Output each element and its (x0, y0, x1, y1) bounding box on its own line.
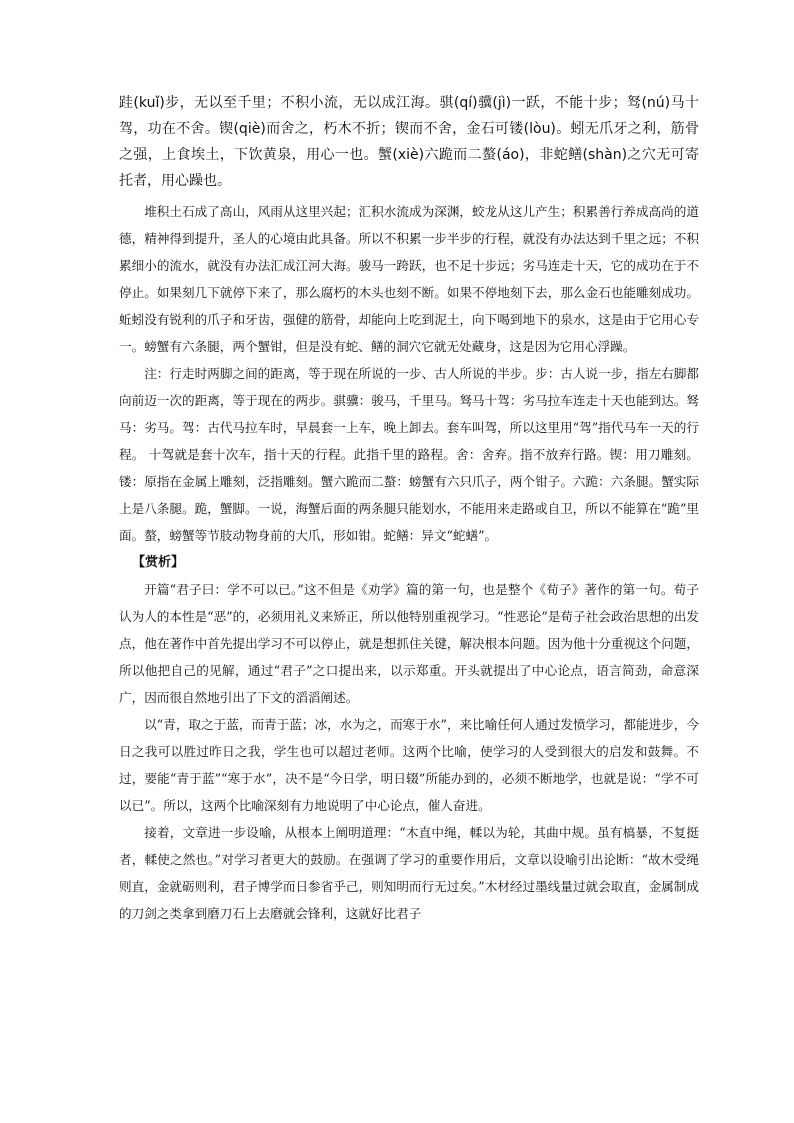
translation-paragraph: 堆积土石成了高山，风雨从这里兴起；汇积水流成为深渊，蛟龙从这儿产生；积累善行养成高尚的道德，精神得到提升，圣人的心境由此具备。所以不积累一步半步的行程，就没有办法达到千里之远；不积累细小的流水，就没有办法汇成江河大海。骏马一跨跃，也不足十步远；劣马连走十天，它的成功在于不停止。如果刻几下就停下来了，那么腐朽的木头也刻不断。如果不停地刻下去，那么金石也能雕刻成功。蚯蚓没有锐利的爪子和牙齿，强健的筋骨，却能向上吃到泥土，向下喝到地下的泉水，这是由于它用心专一。螃蟹有六条腿，两个蟹钳，但是没有蛇、鳝的洞穴它就无处藏身，这是因为它用心浮躁。 (119, 204, 699, 354)
analysis-heading: 【赏析】 (132, 555, 185, 570)
notes-paragraph: 注：行走时两脚之间的距离，等于现在所说的一步、古人所说的半步。步：古人说一步，指左右脚都向前迈一次的距离，等于现在的两步。骐骥：骏马，千里马。驽马十驾：劣马拉车连走十天也能到达。驽马：劣马。驾：古代马拉车时，早晨套一上车，晚上卸去。套车叫驾，所以这里用“驾”指代马车一天的行程。 十驾就是套十次车，指十天的行程。此指千里的路程。舍：舍弃。指不放弃行路。锲：用刀雕刻。镂：原指在金属上雕刻，泛指雕刻。蟹六跪而二螯：螃蟹有六只爪子，两个钳子。六跪：六条腿。蟹实际上是八条腿。跪，蟹脚。一说，海蟹后面的两条腿只能划水，不能用来走路或自卫，所以不能算在“跪”里面。螯，螃蟹等节肢动物身前的大爪，形如钳。蛇鳝：异文“蛇蟮”。 (119, 366, 699, 543)
original-text: 跬(kuǐ)步，无以至千里；不积小流，无以成江海。骐(qí)骥(jì)一跃，不能十步；驽(nú)马十驾，功在不舍。锲(qiè)而舍之，朽木不折；锲而不舍，金石可镂(lòu)。蚓无爪牙之利，筋骨之强，上食埃土，下饮黄泉，用心一也。蟹(xiè)六跪而二螯(áo)，非蛇鳝(shàn)之穴无可寄托者，用心躁也。 (119, 95, 699, 189)
analysis-paragraph-1: 开篇“君子曰：学不可以已。”这不但是《劝学》篇的第一句，也是整个《荀子》著作的第一句。荀子认为人的本性是“恶”的，必须用礼义来矫正，所以他特别重视学习。“性恶论”是荀子社会政治思想的出发点，他在著作中首先提出学习不可以停止，就是想抓住关键，解决根本问题。因为他十分重视这个问题，所以他把自己的见解，通过“君子”之口提出来，以示郑重。开头就提出了中心论点，语言简劲，命意深广，因而很自然地引出了下文的滔滔阐述。 (119, 582, 699, 705)
analysis-paragraph-3: 接着，文章进一步设喻，从根本上阐明道理：“木直中绳，輮以为轮，其曲中规。虽有槁暴，不复挺者，輮使之然也。”对学习者更大的鼓励。在强调了学习的重要作用后，文章以设喻引出论断：“故木受绳则直，金就砺则利，君子博学而日参省乎己，则知明而行无过矣。”木材经过墨线量过就会取直，金属制成的刀剑之类拿到磨刀石上去磨就会锋利，这就好比君子 (119, 825, 699, 921)
analysis-paragraph-2: 以“青，取之于蓝，而青于蓝；冰，水为之，而寒于水”，来比喻任何人通过发愤学习，都能进步，今日之我可以胜过昨日之我，学生也可以超过老师。这两个比喻，使学习的人受到很大的启发和鼓舞。不过，要能“青于蓝”“寒于水”，决不是“今日学，明日辍”所能办到的，必须不断地学，也就是说：“学不可以已”。所以，这两个比喻深刻有力地说明了中心论点，催人奋进。 (119, 717, 699, 813)
document-page (119, 90, 699, 927)
